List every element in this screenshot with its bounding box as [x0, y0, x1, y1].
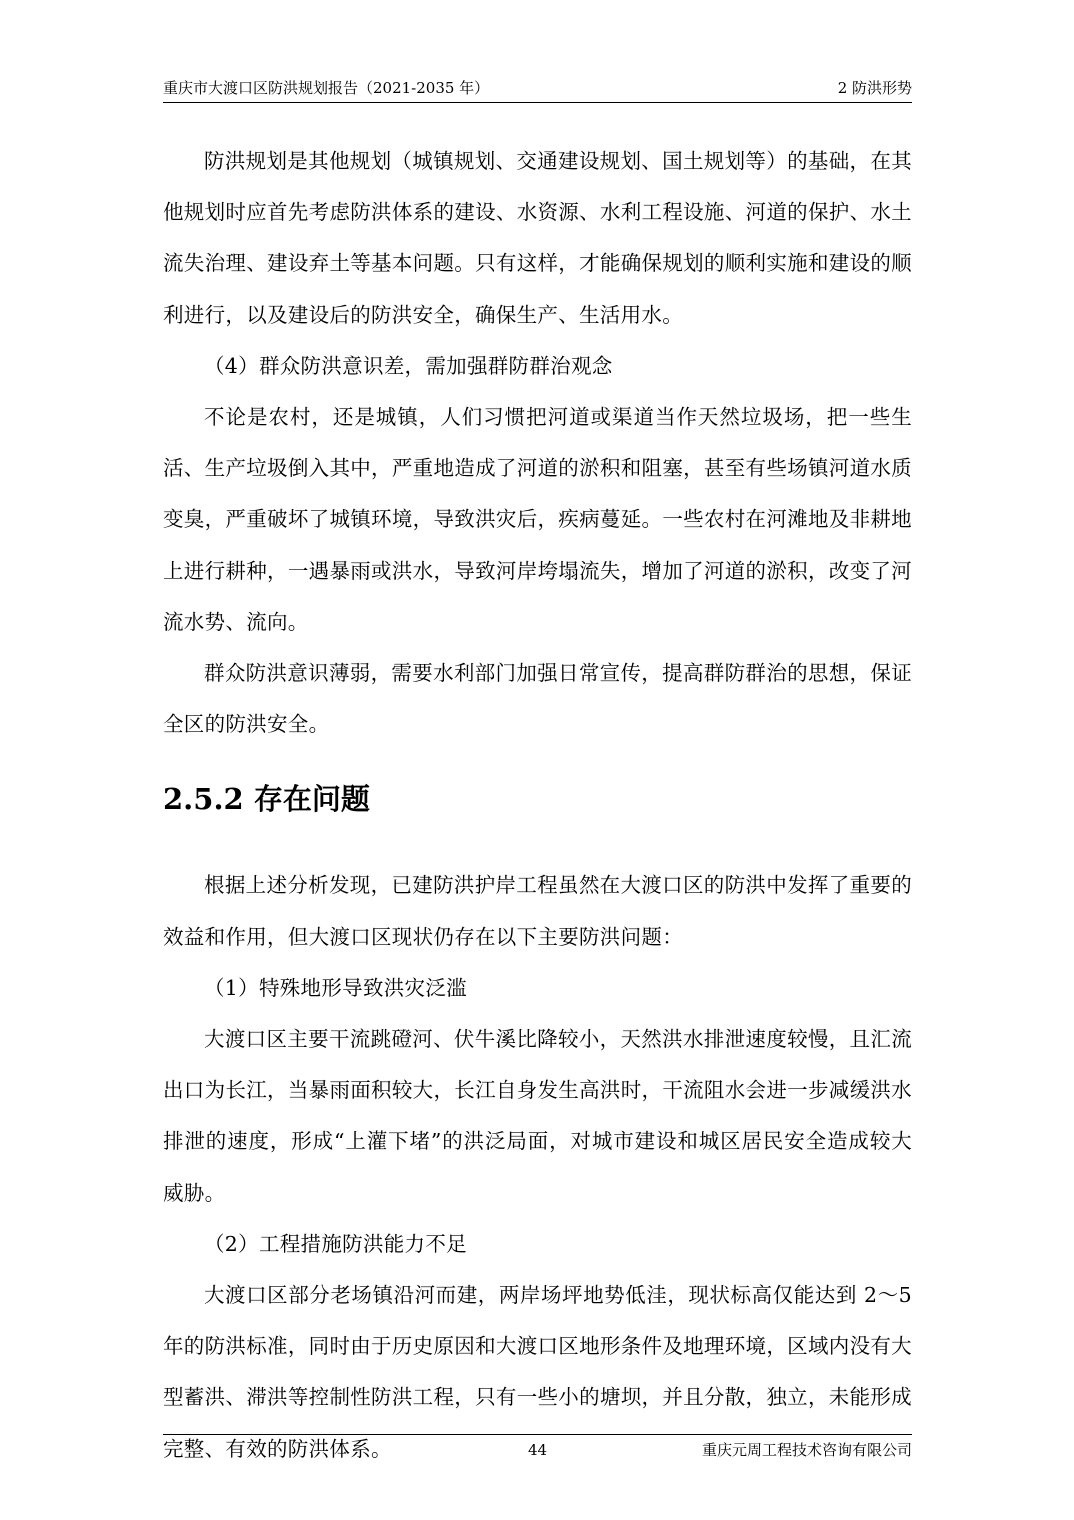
- paragraph-analysis: 根据上述分析发现，已建防洪护岸工程虽然在大渡口区的防洪中发挥了重要的效益和作用，但大渡口区现状仍存在以下主要防洪问题：: [163, 873, 912, 949]
- subheading-awareness: （4）群众防洪意识差，需加强群防群治观念: [204, 353, 613, 378]
- footer-organization: 重庆元周工程技术咨询有限公司: [701, 1441, 912, 1459]
- paragraph-terrain: 大渡口区主要干流跳磴河、伏牛溪比降较小，天然洪水排泄速度较慢，且汇流出口为长江，当暴雨面积较大，长江自身发生高洪时，干流阻水会进一步减缓洪水排泄的速度，形成“上灌下堵”的洪泛局面，对城市建设和城区居民安全造成较大威胁。: [163, 1027, 912, 1205]
- document-title: 重庆市大渡口区防洪规划报告（2021-2035 年）: [163, 79, 490, 97]
- page-number: 44: [528, 1441, 548, 1459]
- paragraph-planning-basis: 防洪规划是其他规划（城镇规划、交通建设规划、国土规划等）的基础，在其他规划时应首先考虑防洪体系的建设、水资源、水利工程设施、河道的保护、水土流失治理、建设弃土等基本问题。只有这样，才能确保规划的顺利实施和建设的顺利进行，以及建设后的防洪安全，确保生产、生活用水。: [163, 149, 912, 327]
- paragraph-garbage-dumping: 不论是农村，还是城镇，人们习惯把河道或渠道当作天然垃圾场，把一些生活、生产垃圾倒入其中，严重地造成了河道的淤积和阻塞，甚至有些场镇河道水质变臭，严重破坏了城镇环境，导致洪灾后，疾病蔓延。一些农村在河滩地及非耕地上进行耕种，一遇暴雨或洪水，导致河岸垮塌流失，增加了河道的淤积，改变了河流水势、流向。: [163, 405, 912, 634]
- section-heading: 2.5.2 存在问题: [163, 782, 370, 817]
- subheading-engineering: （2）工程措施防洪能力不足: [204, 1231, 467, 1256]
- paragraph-awareness-weak: 群众防洪意识薄弱，需要水利部门加强日常宣传，提高群防群治的思想，保证全区的防洪安全。: [163, 661, 912, 737]
- page-footer: [163, 1434, 912, 1465]
- subheading-terrain: （1）特殊地形导致洪灾泛滥: [204, 975, 467, 1000]
- paragraph-engineering: 大渡口区部分老场镇沿河而建，两岸场坪地势低洼，现状标高仅能达到 2～5 年的防洪标准，同时由于历史原因和大渡口区地形条件及地理环境，区域内没有大型蓄洪、滞洪等控制性防洪工程，只有一些小的塘坝，并且分散，独立，未能形成完整、有效的防洪体系。: [163, 1283, 912, 1461]
- page-header: [163, 78, 912, 103]
- chapter-title: 2 防洪形势: [837, 79, 912, 97]
- page-body: [163, 136, 912, 1475]
